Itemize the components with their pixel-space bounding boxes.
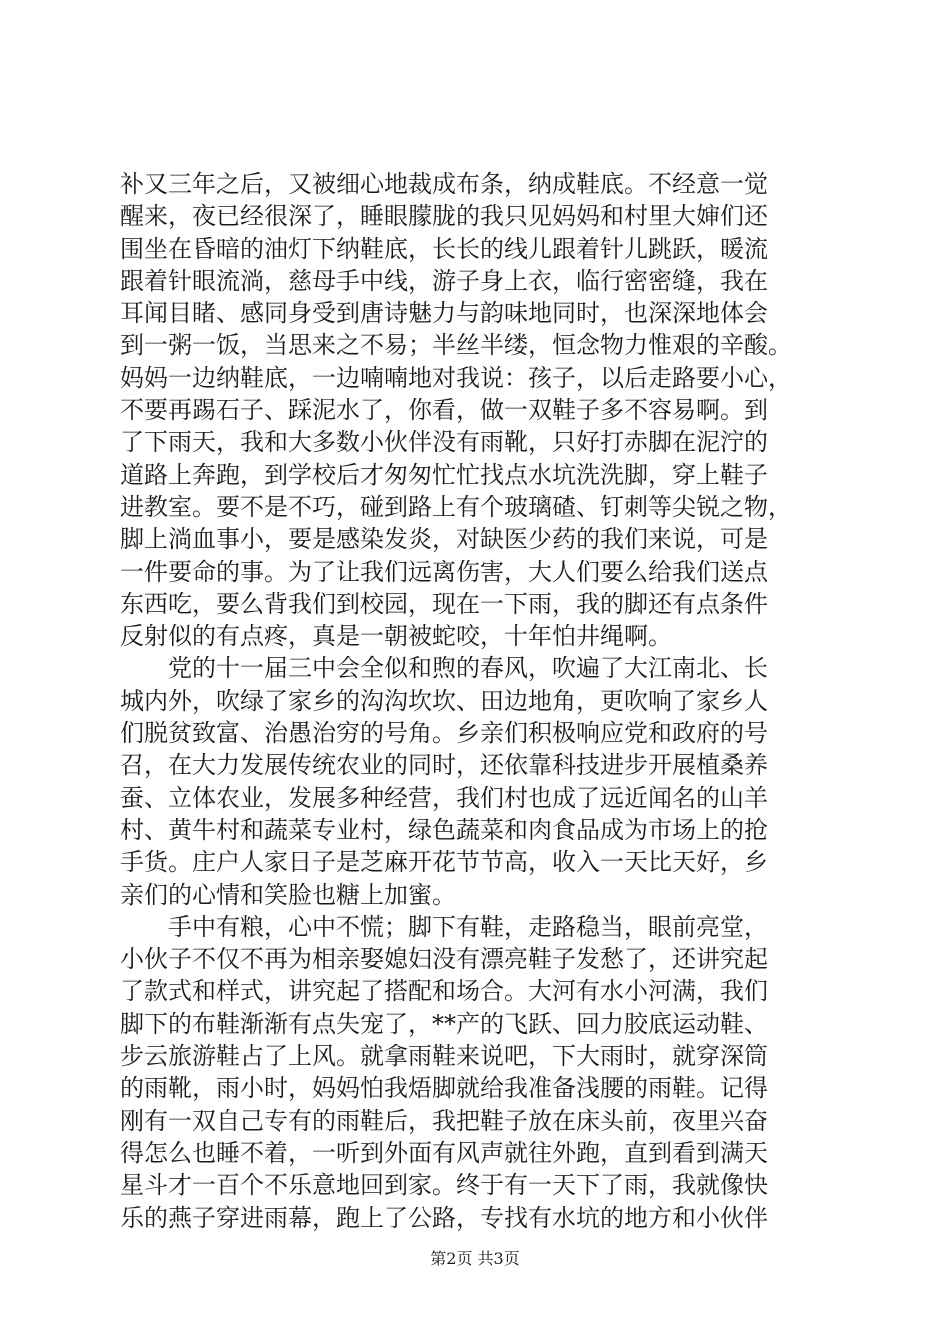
text-line: 反射似的有点疼，真是一朝被蛇咬，十年怕井绳啊。 [120,622,672,651]
text-line: 星斗才一百个不乐意地回到家。终于有一天下了雨，我就像快 [120,1171,768,1200]
text-line: 得怎么也睡不着，一听到外面有风声就往外跑，直到看到满天 [120,1138,768,1167]
text-line: 脚下的布鞋渐渐有点失宠了，**产的飞跃、回力胶底运动鞋、 [120,1009,768,1038]
text-line: 手中有粮，心中不慌；脚下有鞋，走路稳当，眼前亮堂， [168,912,768,941]
text-line: 围坐在昏暗的油灯下纳鞋底，长长的线儿跟着针儿跳跃，暖流 [120,234,768,263]
body-text [120,168,830,1234]
text-line: 不要再踢石子、踩泥水了，你看，做一双鞋子多不容易啊。到 [120,396,768,425]
text-line: 妈妈一边纳鞋底，一边喃喃地对我说：孩子，以后走路要小心， [120,363,792,392]
text-line: 脚上淌血事小，要是感染发炎，对缺医少药的我们来说，可是 [120,525,768,554]
text-line: 小伙子不仅不再为相亲娶媳妇没有漂亮鞋子发愁了，还讲究起 [120,945,768,974]
text-line: 们脱贫致富、治愚治穷的号角。乡亲们积极响应党和政府的号 [120,719,768,748]
text-line: 了下雨天，我和大多数小伙伴没有雨靴，只好打赤脚在泥泞的 [120,428,768,457]
text-line: 东西吃，要么背我们到校园，现在一下雨，我的脚还有点条件 [120,589,768,618]
text-line: 城内外，吹绿了家乡的沟沟坎坎、田边地角，更吹响了家乡人 [120,686,768,715]
text-line: 耳闻目睹、感同身受到唐诗魅力与韵味地同时，也深深地体会 [120,299,768,328]
text-line: 召，在大力发展传统农业的同时，还依靠科技进步开展植桑养 [120,751,768,780]
text-line: 党的十一届三中会全似和煦的春风，吹遍了大江南北、长 [168,654,768,683]
text-line: 的雨靴，雨小时，妈妈怕我焐脚就给我准备浅腰的雨鞋。记得 [120,1074,768,1103]
text-line: 步云旅游鞋占了上风。就拿雨鞋来说吧，下大雨时，就穿深筒 [120,1042,768,1071]
text-line: 乐的燕子穿进雨幕，跑上了公路，专找有水坑的地方和小伙伴 [120,1203,768,1232]
text-line: 蚕、立体农业，发展多种经营，我们村也成了远近闻名的山羊 [120,783,768,812]
text-line: 跟着针眼流淌，慈母手中线，游子身上衣，临行密密缝，我在 [120,266,768,295]
text-line: 道路上奔跑，到学校后才匆匆忙忙找点水坑洗洗脚，穿上鞋子 [120,460,768,489]
page-footer: 第2页 共3页 [430,1249,520,1268]
text-line: 手货。庄户人家日子是芝麻开花节节高，收入一天比天好，乡 [120,848,768,877]
text-line: 了款式和样式，讲究起了搭配和场合。大河有水小河满，我们 [120,977,768,1006]
text-line: 一件要命的事。为了让我们远离伤害，大人们要么给我们送点 [120,557,768,586]
text-line: 到一粥一饭，当思来之不易；半丝半缕，恒念物力惟艰的辛酸。 [120,331,792,360]
text-line: 进教室。要不是不巧，碰到路上有个玻璃碴、钉刺等尖锐之物， [120,492,792,521]
text-line: 补又三年之后，又被细心地裁成布条，纳成鞋底。不经意一觉 [120,170,768,198]
text-line: 醒来，夜已经很深了，睡眼朦胧的我只见妈妈和村里大婶们还 [120,202,768,231]
text-line: 亲们的心情和笑脸也糖上加蜜。 [120,880,456,909]
text-line: 村、黄牛村和蔬菜专业村，绿色蔬菜和肉食品成为市场上的抢 [120,815,768,844]
text-line: 刚有一双自己专有的雨鞋后，我把鞋子放在床头前，夜里兴奋 [120,1106,768,1135]
